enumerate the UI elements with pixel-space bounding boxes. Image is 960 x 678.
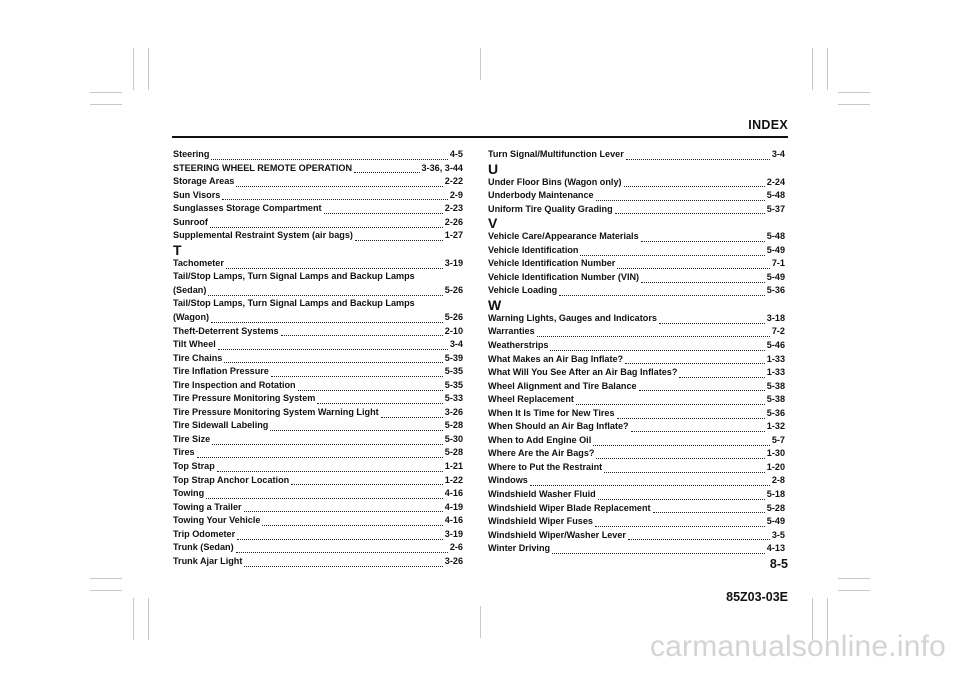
index-entry-page: 1-21 <box>444 461 463 472</box>
index-entry <box>488 230 785 244</box>
dot-leader <box>224 353 442 363</box>
index-entry-label: Storage Areas <box>173 176 235 187</box>
dot-leader <box>604 463 765 473</box>
dot-leader <box>218 340 448 350</box>
dot-leader <box>659 314 765 324</box>
index-entry-label: Winter Driving <box>488 543 551 554</box>
dot-leader <box>317 394 442 404</box>
index-entry-text: Tail/Stop Lamps, Turn Signal Lamps and Backup Lamps <box>173 298 415 309</box>
index-entry-label: Sun Visors <box>173 189 221 200</box>
page-title: INDEX <box>748 118 788 132</box>
index-entry-label: Windshield Wiper Blade Replacement <box>488 502 651 513</box>
dot-leader <box>641 273 765 283</box>
index-entry-label: Where to Put the Restraint <box>488 461 603 472</box>
index-entry-page: 5-46 <box>766 340 785 351</box>
dot-leader <box>206 489 443 499</box>
index-entry-page: 5-7 <box>771 434 785 445</box>
dot-leader <box>217 462 443 472</box>
index-entry <box>488 339 785 353</box>
index-entry <box>173 162 463 176</box>
index-entry <box>488 203 785 217</box>
index-entry-page: 1-32 <box>766 421 785 432</box>
dot-leader <box>212 435 443 445</box>
index-entry-label: Top Strap <box>173 461 215 472</box>
index-entry-label: Vehicle Identification Number <box>488 258 616 269</box>
index-entry <box>488 271 785 285</box>
dot-leader <box>211 150 447 160</box>
index-entry-page: 5-37 <box>766 203 785 214</box>
dot-leader <box>210 218 443 228</box>
dot-leader <box>244 502 443 512</box>
index-entry-label: Windshield Washer Fluid <box>488 489 596 500</box>
index-entry-page: 1-30 <box>766 448 785 459</box>
crop-mark <box>133 48 134 90</box>
index-entry-label: Vehicle Identification <box>488 244 579 255</box>
index-entry-label: Top Strap Anchor Location <box>173 474 290 485</box>
index-entry <box>173 379 463 393</box>
index-entry-page: 5-28 <box>766 502 785 513</box>
index-entry <box>488 515 785 529</box>
index-entry <box>488 434 785 448</box>
index-entry-label: Vehicle Identification Number (VIN) <box>488 271 640 282</box>
header-divider <box>172 136 788 138</box>
index-entry-label: Under Floor Bins (Wagon only) <box>488 176 622 187</box>
index-entry-label: Trip Odometer <box>173 528 236 539</box>
dot-leader <box>324 204 443 214</box>
crop-mark <box>838 104 870 105</box>
dot-leader <box>626 150 770 160</box>
index-entry <box>173 325 463 339</box>
dot-leader <box>653 503 765 513</box>
index-entry-label: Tire Inflation Pressure <box>173 366 269 377</box>
index-entry-page: 4-16 <box>444 488 463 499</box>
index-entry-page: 5-26 <box>444 284 463 295</box>
index-entry <box>173 311 463 325</box>
index-entry-page: 5-49 <box>766 271 785 282</box>
watermark: carmanualsonline.info <box>649 630 946 663</box>
index-entry <box>173 501 463 515</box>
dot-leader <box>593 436 770 446</box>
index-entry-page: 5-26 <box>444 312 463 323</box>
dot-leader <box>559 286 765 296</box>
dot-leader <box>617 409 765 419</box>
index-entry <box>488 502 785 516</box>
crop-mark <box>133 598 134 640</box>
index-section-letter: V <box>488 215 498 232</box>
index-entry-label: Supplemental Restraint System (air bags) <box>173 230 353 241</box>
index-entry <box>488 447 785 461</box>
index-entry-label: Trunk Ajar Light <box>173 555 243 566</box>
index-entry-page: 3-19 <box>444 257 463 268</box>
dot-leader <box>580 246 764 256</box>
index-entry <box>488 189 785 203</box>
index-entry <box>173 406 463 420</box>
index-entry-page: 5-35 <box>444 366 463 377</box>
index-entry <box>488 325 785 339</box>
index-entry-label: Tilt Wheel <box>173 339 216 350</box>
index-entry <box>173 257 463 271</box>
index-entry-label: What Makes an Air Bag Inflate? <box>488 353 624 364</box>
index-entry <box>488 474 785 488</box>
index-entry-label: Uniform Tire Quality Grading <box>488 203 613 214</box>
index-entry-page: 5-48 <box>766 231 785 242</box>
index-entry-text: Tail/Stop Lamps, Turn Signal Lamps and Backup Lamps <box>173 271 415 282</box>
crop-mark <box>148 48 149 90</box>
index-entry <box>173 202 463 216</box>
dot-leader <box>281 326 443 336</box>
index-entry <box>488 461 785 475</box>
index-entry-page: 1-33 <box>766 367 785 378</box>
crop-mark <box>90 578 122 579</box>
index-section-letter: T <box>173 241 182 258</box>
crop-mark <box>838 92 870 93</box>
index-entry-page: 4-19 <box>444 501 463 512</box>
index-entry-page: 5-28 <box>444 447 463 458</box>
index-entry-page: 7-1 <box>771 258 785 269</box>
index-entry <box>173 555 463 569</box>
index-entry-page: 4-16 <box>444 515 463 526</box>
index-entry <box>488 244 785 258</box>
index-entry-label: Windshield Wiper Fuses <box>488 516 593 527</box>
index-entry-label: When It Is Time for New Tires <box>488 407 615 418</box>
index-entry-page: 5-28 <box>444 420 463 431</box>
index-entry-label: When to Add Engine Oil <box>488 434 592 445</box>
index-entry-label: Warranties <box>488 326 535 337</box>
index-entry-page: 3-4 <box>771 149 785 159</box>
index-entry-page: 3-36, 3-44 <box>421 162 463 173</box>
crop-mark <box>812 48 813 90</box>
index-entry-page: 2-8 <box>771 475 785 486</box>
index-entry-label: Tire Size <box>173 433 211 444</box>
index-entry-label: What Will You See After an Air Bag Inflates? <box>488 367 678 378</box>
index-section-letter: U <box>488 160 499 177</box>
page-number: 8-5 <box>769 557 788 571</box>
index-entry-label: Windshield Wiper/Washer Lever <box>488 529 626 540</box>
index-entry-label: Tachometer <box>173 257 224 268</box>
dot-leader <box>270 421 442 431</box>
dot-leader <box>197 448 443 458</box>
index-entry-label: Trunk (Sedan) <box>173 542 234 553</box>
index-entry-page: 2-26 <box>444 216 463 227</box>
dot-leader <box>596 449 764 459</box>
dot-leader <box>381 408 443 418</box>
index-entry-label: (Wagon) <box>173 312 210 323</box>
dot-leader <box>226 259 443 269</box>
index-entry-page: 5-38 <box>766 394 785 405</box>
document-code: 85Z03-03E <box>726 590 788 604</box>
index-entry-page: 5-18 <box>766 489 785 500</box>
dot-leader <box>595 517 765 527</box>
index-entry-label: Towing a Trailer <box>173 501 242 512</box>
index-entry-label: Tire Sidewall Labeling <box>173 420 269 431</box>
index-entry-page: 1-22 <box>444 474 463 485</box>
index-entry <box>488 148 785 162</box>
index-entry-label: Towing Your Vehicle <box>173 515 261 526</box>
dot-leader <box>679 368 764 378</box>
index-entry-page: 2-6 <box>449 542 463 553</box>
index-entry <box>488 353 785 367</box>
index-entry-label: Theft-Deterrent Systems <box>173 325 279 336</box>
index-column-right <box>488 148 785 556</box>
index-entry <box>173 433 463 447</box>
index-entry-page: 5-39 <box>444 352 463 363</box>
index-entry-page: 5-30 <box>444 433 463 444</box>
index-entry <box>173 229 463 243</box>
index-entry <box>488 284 785 298</box>
dot-leader <box>631 422 765 432</box>
crop-mark <box>480 606 481 638</box>
index-entry-label: Tire Inspection and Rotation <box>173 379 296 390</box>
index-entry <box>173 216 463 230</box>
index-entry-page: 2-23 <box>444 203 463 214</box>
index-entry <box>173 175 463 189</box>
index-entry <box>173 338 463 352</box>
index-entry-label: (Sedan) <box>173 284 207 295</box>
dot-leader <box>208 286 442 296</box>
dot-leader <box>355 231 443 241</box>
index-entry-label: Sunroof <box>173 216 208 227</box>
index-entry-label: Tire Pressure Monitoring System <box>173 393 316 404</box>
index-entry-page: 5-33 <box>444 393 463 404</box>
index-entry-page: 3-26 <box>444 406 463 417</box>
index-entry-page: 3-19 <box>444 528 463 539</box>
dot-leader <box>262 516 442 526</box>
index-entry <box>488 488 785 502</box>
index-entry-label: Weatherstrips <box>488 340 549 351</box>
index-entry-label: Tire Pressure Monitoring System Warning Light <box>173 406 379 417</box>
index-entry <box>173 392 463 406</box>
index-entry <box>488 257 785 271</box>
index-entry-page: 5-48 <box>766 190 785 201</box>
index-entry <box>173 487 463 501</box>
index-entry-label: Steering <box>173 149 210 159</box>
dot-leader <box>298 381 443 391</box>
dot-leader <box>291 475 443 485</box>
index-entry <box>173 189 463 203</box>
crop-mark <box>838 590 870 591</box>
crop-mark <box>90 590 122 591</box>
index-entry <box>173 474 463 488</box>
dot-leader <box>598 490 765 500</box>
dot-leader <box>617 259 770 269</box>
crop-mark <box>90 92 122 93</box>
index-entry-page: 2-24 <box>766 176 785 187</box>
index-entry <box>488 407 785 421</box>
index-entry-label: Where Are the Air Bags? <box>488 448 595 459</box>
index-entry-page: 5-49 <box>766 244 785 255</box>
dot-leader <box>550 341 764 351</box>
index-entry <box>173 528 463 542</box>
index-entry-page: 4-13 <box>766 543 785 554</box>
index-entry <box>173 148 463 162</box>
index-entry-page: 5-35 <box>444 379 463 390</box>
index-entry <box>173 541 463 555</box>
dot-leader <box>271 367 443 377</box>
dot-leader <box>354 163 420 173</box>
index-entry-label: Vehicle Care/Appearance Materials <box>488 231 639 242</box>
index-entry <box>488 380 785 394</box>
index-entry-page: 3-4 <box>449 339 463 350</box>
dot-leader <box>576 395 765 405</box>
index-entry-label: STEERING WHEEL REMOTE OPERATION <box>173 162 353 173</box>
index-entry-label: Wheel Replacement <box>488 394 574 405</box>
index-entry-page: 1-27 <box>444 230 463 241</box>
index-entry <box>488 529 785 543</box>
dot-leader <box>615 204 765 214</box>
index-entry <box>173 460 463 474</box>
index-entry-label: Tire Chains <box>173 352 223 363</box>
dot-leader <box>530 476 770 486</box>
dot-leader <box>222 190 448 200</box>
index-entry-page: 3-18 <box>766 312 785 323</box>
dot-leader <box>624 177 765 187</box>
index-entry <box>488 366 785 380</box>
index-entry-page: 3-5 <box>771 529 785 540</box>
index-entry-label: Warning Lights, Gauges and Indicators <box>488 312 657 323</box>
index-entry <box>488 420 785 434</box>
index-entry-label: Sunglasses Storage Compartment <box>173 203 322 214</box>
dot-leader <box>236 177 442 187</box>
index-entry-page: 1-20 <box>766 461 785 472</box>
index-entry-label: Underbody Maintenance <box>488 190 594 201</box>
index-entry <box>173 446 463 460</box>
index-entry-page: 7-2 <box>771 326 785 337</box>
dot-leader <box>628 530 770 540</box>
dot-leader <box>244 557 442 567</box>
index-entry-page: 5-38 <box>766 380 785 391</box>
index-entry <box>488 176 785 190</box>
index-column-left <box>173 148 463 568</box>
index-entry-label: Tires <box>173 447 195 458</box>
index-entry <box>173 352 463 366</box>
dot-leader <box>641 232 765 242</box>
crop-mark <box>480 48 481 80</box>
index-entry-label: When Should an Air Bag Inflate? <box>488 421 629 432</box>
index-entry-page: 5-36 <box>766 285 785 296</box>
dot-leader <box>596 191 765 201</box>
index-entry-page: 5-36 <box>766 407 785 418</box>
index-entry-label: Windows <box>488 475 528 486</box>
index-entry-page: 1-33 <box>766 353 785 364</box>
index-entry <box>173 284 463 298</box>
index-entry-page: 2-10 <box>444 325 463 336</box>
dot-leader <box>625 354 765 364</box>
index-entry-page: 3-26 <box>444 555 463 566</box>
index-entry <box>173 419 463 433</box>
index-entry <box>173 514 463 528</box>
crop-mark <box>838 578 870 579</box>
index-entry <box>488 393 785 407</box>
crop-mark <box>90 104 122 105</box>
index-entry <box>488 542 785 556</box>
dot-leader <box>639 381 765 391</box>
dot-leader <box>236 543 448 553</box>
dot-leader <box>211 313 443 323</box>
index-entry-label: Wheel Alignment and Tire Balance <box>488 380 637 391</box>
dot-leader <box>552 544 765 554</box>
index-entry-page: 2-9 <box>449 189 463 200</box>
index-entry-label: Towing <box>173 488 205 499</box>
dot-leader <box>237 530 443 540</box>
index-entry-label: Turn Signal/Multifunction Lever <box>488 149 624 159</box>
index-entry-page: 4-5 <box>449 149 463 159</box>
index-entry-page: 2-22 <box>444 176 463 187</box>
crop-mark <box>148 598 149 640</box>
index-entry-page: 5-49 <box>766 516 785 527</box>
dot-leader <box>537 327 770 337</box>
index-entry-label: Vehicle Loading <box>488 285 558 296</box>
crop-mark <box>827 48 828 90</box>
index-entry <box>488 312 785 326</box>
index-entry <box>173 365 463 379</box>
index-section-letter: W <box>488 296 502 313</box>
